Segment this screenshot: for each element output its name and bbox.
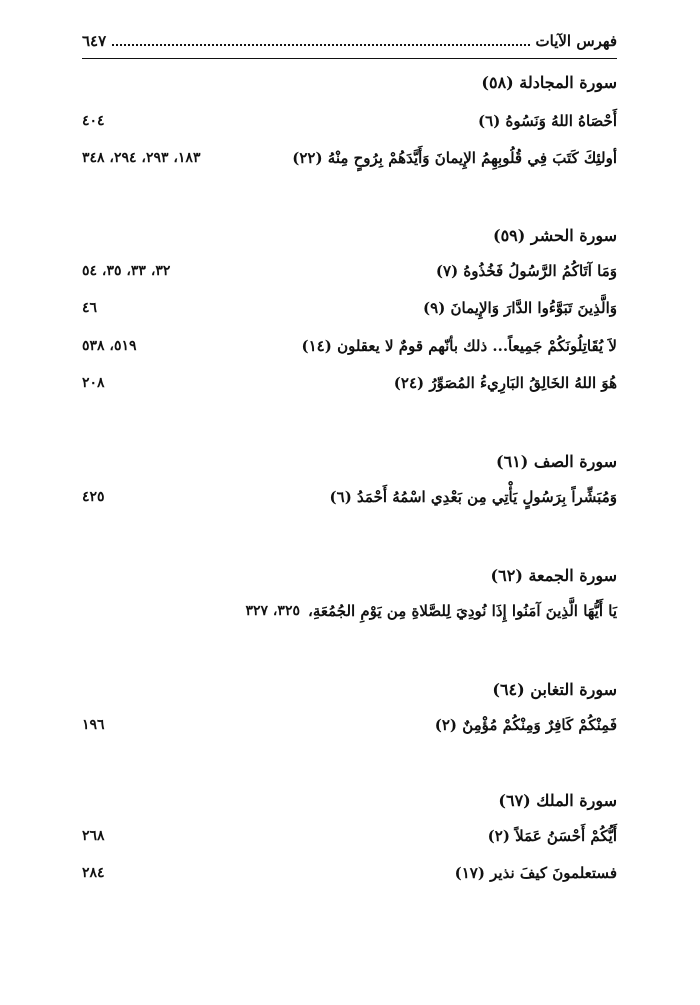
header-title: فهرس الآيات [535, 32, 617, 50]
surah-title-mujadila: سورة المجادلة (٥٨) [481, 73, 617, 92]
verse-row [82, 145, 617, 171]
verse-pages: ٣٢، ٣٣، ٣٥، ٥٤ [82, 263, 171, 279]
verse-row [82, 108, 617, 134]
verse-text: فستعلمونَ كيفَ نذير (١٧) [454, 864, 617, 882]
verse-row [82, 484, 617, 510]
verse-row [82, 860, 617, 886]
verse-pages: ٢٦٨ [82, 828, 105, 844]
verse-pages: ٤٦ [82, 300, 98, 316]
surah-title-hashr: سورة الحشر (٥٩) [492, 226, 617, 245]
page-header [82, 26, 617, 56]
verse-row [82, 370, 617, 396]
surah-title-jumua: سورة الجمعة (٦٢) [490, 566, 617, 585]
header-page-number: ٦٤٧ [82, 32, 107, 50]
verse-text: فَمِنْكُمْ كَافِرٌ وَمِنْكُمْ مُؤْمِنٌ (٢) [434, 716, 617, 734]
surah-title-taghabun: سورة التغابن (٦٤) [492, 680, 617, 699]
verse-pages: ٣٢٥، ٣٢٧ [245, 603, 300, 619]
verse-text: وَمُبَشِّراً بِرَسُولٍ يَأْتِي مِن بَعْدِي اسْمُهُ أَحْمَدُ (٦) [329, 488, 617, 506]
surah-title-mulk: سورة الملك (٦٧) [498, 791, 617, 810]
verse-text: أَيُّكُمْ أَحْسَنُ عَمَلاً (٢) [487, 827, 617, 845]
verse-text: وَالَّذِينَ تَبَوَّءُوا الدَّارَ وَالإِيمانَ (٩) [423, 299, 617, 317]
verse-row [82, 598, 617, 624]
verse-row [82, 258, 617, 284]
verse-pages: ٥١٩، ٥٣٨ [82, 338, 137, 354]
verse-text: أولئِكَ كَتَبَ فِي قُلُوبِهِمُ الإِيمانَ وَأَيَّدَهُمْ بِرُوحٍ مِنْهُ (٢٢) [292, 149, 617, 167]
surah-title-saff: سورة الصف (٦١) [495, 452, 617, 471]
verse-text: لاَ يُقَاتِلُونَكُمْ جَمِيعاً... ذلك بأنّهم قومٌ لا يعقلون (١٤) [301, 337, 617, 355]
verse-pages: ١٩٦ [82, 717, 105, 733]
verse-row [82, 333, 617, 359]
verse-text: أَحْصَاهُ اللهُ وَنَسُوهُ (٦) [478, 112, 617, 130]
verse-row [82, 295, 617, 321]
verse-pages: ٤٢٥ [82, 489, 105, 505]
verse-row [82, 823, 617, 849]
verse-pages: ٢٨٤ [82, 865, 105, 881]
header-dot-leader [112, 44, 529, 46]
verse-text: هُوَ اللهُ الخَالِقُ البَارِيءُ المُصَوِّرُ (٢٤) [393, 374, 617, 392]
verse-row [82, 712, 617, 738]
verse-text: وَمَا آتَاكُمُ الرَّسُولُ فَخُذُوهُ (٧) [435, 262, 617, 280]
verse-pages: ٢٠٨ [82, 375, 105, 391]
verse-pages: ٤٠٤ [82, 113, 105, 129]
verse-pages: ١٨٣، ٢٩٣، ٢٩٤، ٣٤٨ [82, 150, 201, 166]
verse-text: يَا أَيُّهَا الَّذِينَ آمَنُوا إِذَا نُودِيَ لِلصَّلاةِ مِن يَوْمِ الجُمُعَةِ، [307, 602, 617, 620]
header-rule [82, 58, 617, 59]
